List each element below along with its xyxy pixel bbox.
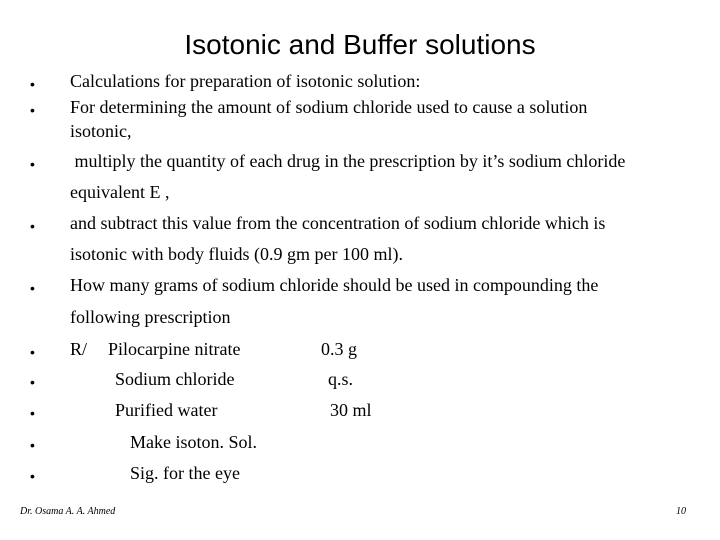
bullet-marker: • xyxy=(30,437,35,453)
prescription-amount: 0.3 g xyxy=(321,339,357,359)
footer-page-number: 10 xyxy=(676,506,686,517)
bullet-text: Calculations for preparation of isotonic solution: xyxy=(70,71,421,91)
bullet-text: and subtract this value from the concentration of sodium chloride which is xyxy=(70,213,606,233)
footer-author: Dr. Osama A. A. Ahmed xyxy=(20,506,116,517)
prescription-amount: q.s. xyxy=(328,369,354,389)
bullet-text: How many grams of sodium chloride should be used in compounding the xyxy=(70,275,599,295)
bullet-marker: • xyxy=(30,405,35,421)
bullet-text: For determining the amount of sodium chloride used to cause a solution xyxy=(70,97,588,117)
slide-title: Isotonic and Buffer solutions xyxy=(184,29,536,60)
prescription-prefix: R/ xyxy=(70,339,88,359)
bullet-continuation-text: following prescription xyxy=(70,307,231,327)
bullet-marker: • xyxy=(30,102,35,118)
bullet-continuation-text: isotonic with body fluids (0.9 gm per 100 ml). xyxy=(70,244,403,264)
bullet-marker: • xyxy=(30,468,35,484)
bullet-text: multiply the quantity of each drug in the prescription by it’s sodium chloride xyxy=(70,151,626,171)
prescription-amount: 30 ml xyxy=(330,400,372,420)
prescription-instruction: Sig. for the eye xyxy=(130,463,240,483)
prescription-instruction: Make isoton. Sol. xyxy=(130,432,258,452)
bullet-marker: • xyxy=(30,280,35,296)
prescription-ingredient: Pilocarpine nitrate xyxy=(108,339,241,359)
bullet-marker: • xyxy=(30,218,35,234)
bullet-marker: • xyxy=(30,344,35,360)
bullet-continuation-text: equivalent E , xyxy=(70,182,170,202)
prescription-ingredient: Sodium chloride xyxy=(115,369,235,389)
bullet-marker: • xyxy=(30,374,35,390)
bullet-continuation-text: isotonic, xyxy=(70,121,132,141)
prescription-ingredient: Purified water xyxy=(115,400,218,420)
bullet-marker: • xyxy=(30,76,35,92)
bullet-marker: • xyxy=(30,156,35,172)
